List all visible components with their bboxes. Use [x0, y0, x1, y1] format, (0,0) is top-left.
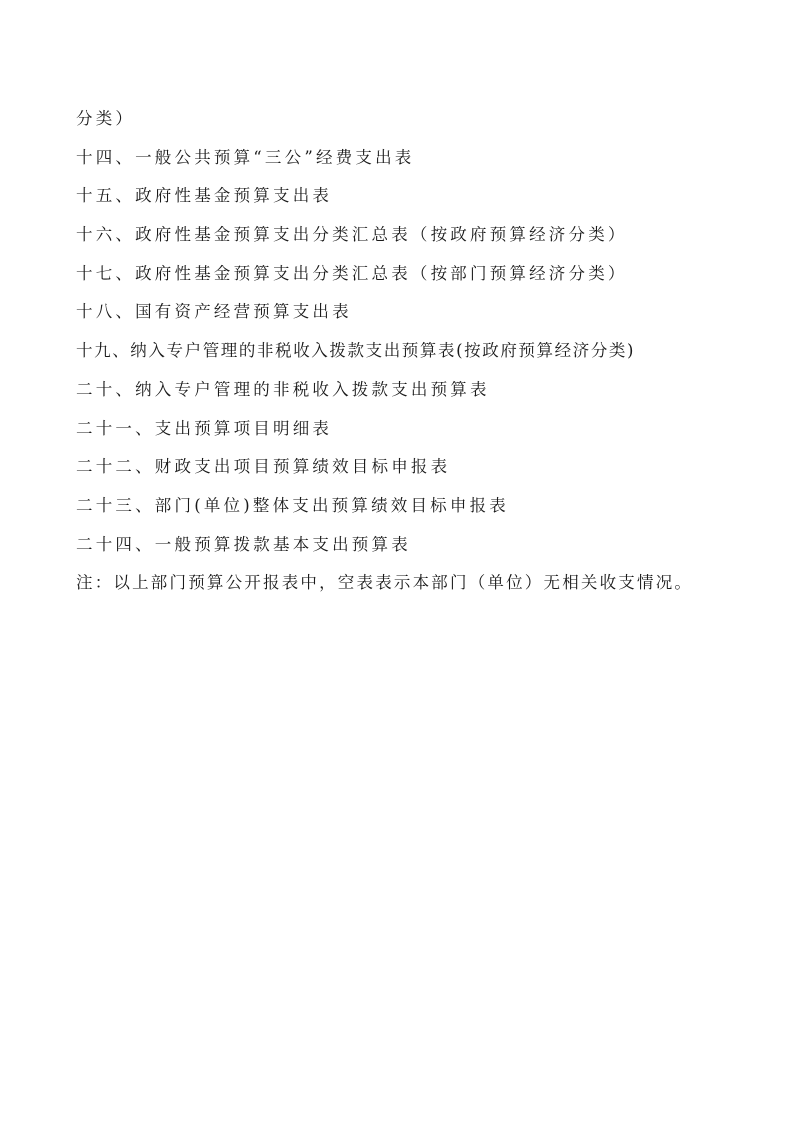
document-line: 二十四、一般预算拨款基本支出预算表 — [76, 534, 411, 554]
document-note: 注：以上部门预算公开报表中，空表表示本部门（单位）无相关收支情况。 — [76, 573, 694, 593]
document-line: 分类） — [76, 109, 136, 128]
document-line: 十七、政府性基金预算支出分类汇总表（按部门预算经济分类） — [76, 263, 628, 283]
document-line: 二十、纳入专户管理的非税收入拨款支出预算表 — [76, 379, 490, 399]
document-body — [76, 100, 756, 603]
document-line: 二十三、部门(单位)整体支出预算绩效目标申报表 — [76, 495, 509, 515]
document-line: 二十二、财政支出项目预算绩效目标申报表 — [76, 457, 451, 477]
document-line: 十八、国有资产经营预算支出表 — [76, 302, 352, 322]
document-line: 十六、政府性基金预算支出分类汇总表（按政府预算经济分类） — [76, 225, 628, 245]
document-line: 十五、政府性基金预算支出表 — [76, 186, 333, 206]
document-line: 二十一、支出预算项目明细表 — [76, 418, 333, 438]
document-line: 十九、纳入专户管理的非税收入拨款支出预算表(按政府预算经济分类) — [76, 341, 636, 361]
document-line: 十四、一般公共预算“三公”经费支出表 — [76, 147, 415, 167]
